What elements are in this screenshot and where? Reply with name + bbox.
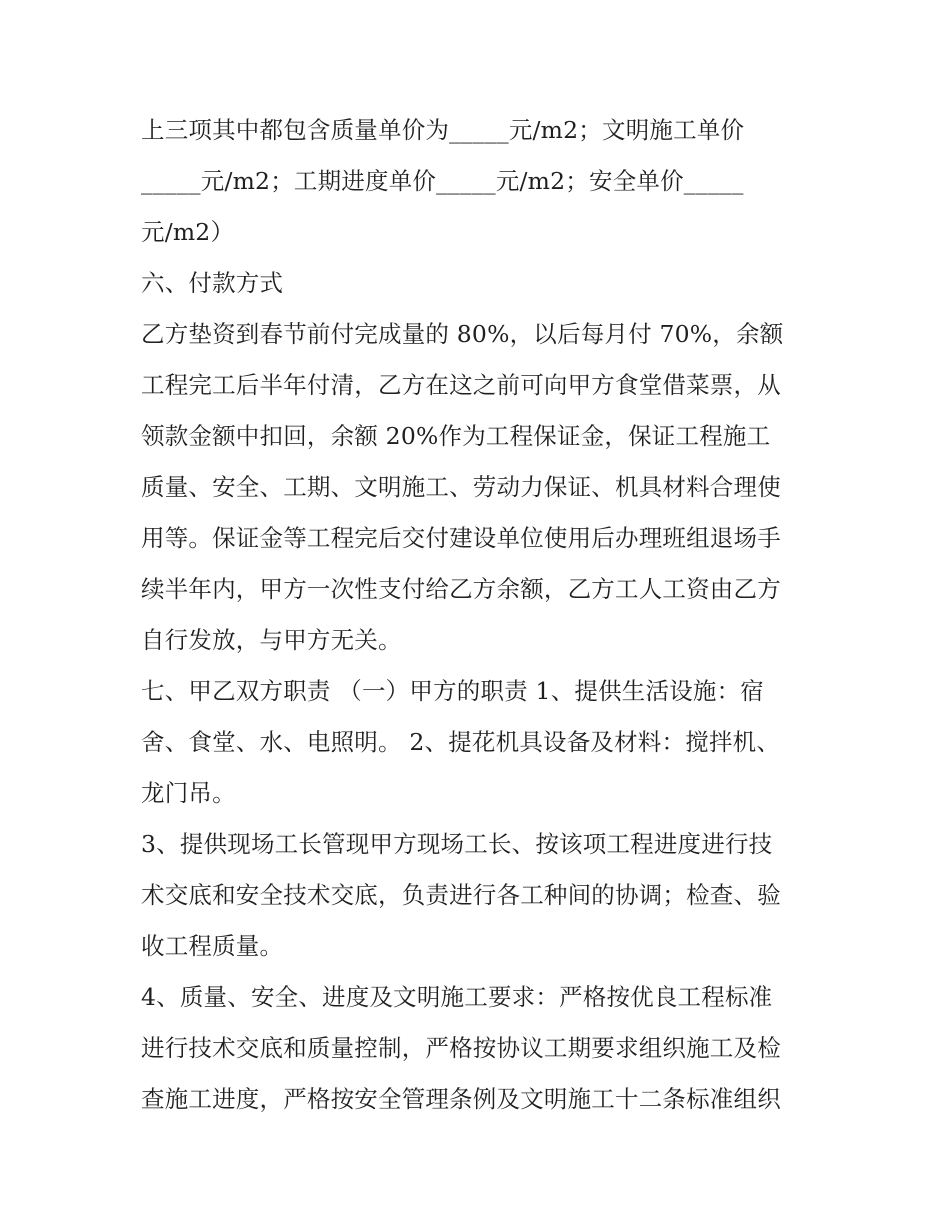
text-line: 收工程质量。 [141,932,284,960]
text-line: _____元/m2；工期进度单价_____元/m2；安全单价_____ [141,167,744,195]
text-line: 工程完工后半年付清，乙方在这之前可向甲方食堂借菜票，从 [141,371,781,399]
text-line: 领款金额中扣回，余额 20%作为工程保证金，保证工程施工 [141,422,771,450]
section-heading: 七、甲乙双方职责 （一）甲方的职责 1、提供生活设施：宿 [141,677,764,705]
text-line: 续半年内，甲方一次性支付给乙方余额，乙方工人工资由乙方 [141,575,781,603]
text-line: 3、提供现场工长管现甲方现场工长、按该项工程进度进行技 [141,830,773,858]
text-line: 舍、食堂、水、电照明。 2、提花机具设备及材料：搅拌机、 [141,728,781,756]
text-line: 上三项其中都包含质量单价为_____元/m2；文明施工单价 [141,116,745,144]
text-line: 质量、安全、工期、文明施工、劳动力保证、机具材料合理使 [141,473,781,501]
text-line: 术交底和安全技术交底，负责进行各工种间的协调；检查、验 [141,881,781,909]
text-line: 元/m2） [141,218,235,246]
text-line: 查施工进度，严格按安全管理条例及文明施工十二条标准组织 [141,1085,781,1113]
text-line: 龙门吊。 [141,779,236,807]
text-line: 用等。保证金等工程完后交付建设单位使用后办理班组退场手 [141,524,781,552]
text-line: 乙方垫资到春节前付完成量的 80%，以后每月付 70%，余额 [141,320,784,348]
document-body [141,105,821,1125]
section-heading: 六、付款方式 [141,269,284,297]
text-line: 自行发放，与甲方无关。 [141,626,402,654]
text-line: 进行技术交底和质量控制，严格按协议工期要求组织施工及检 [141,1034,781,1062]
text-line: 4、质量、安全、进度及文明施工要求：严格按优良工程标准 [141,983,773,1011]
